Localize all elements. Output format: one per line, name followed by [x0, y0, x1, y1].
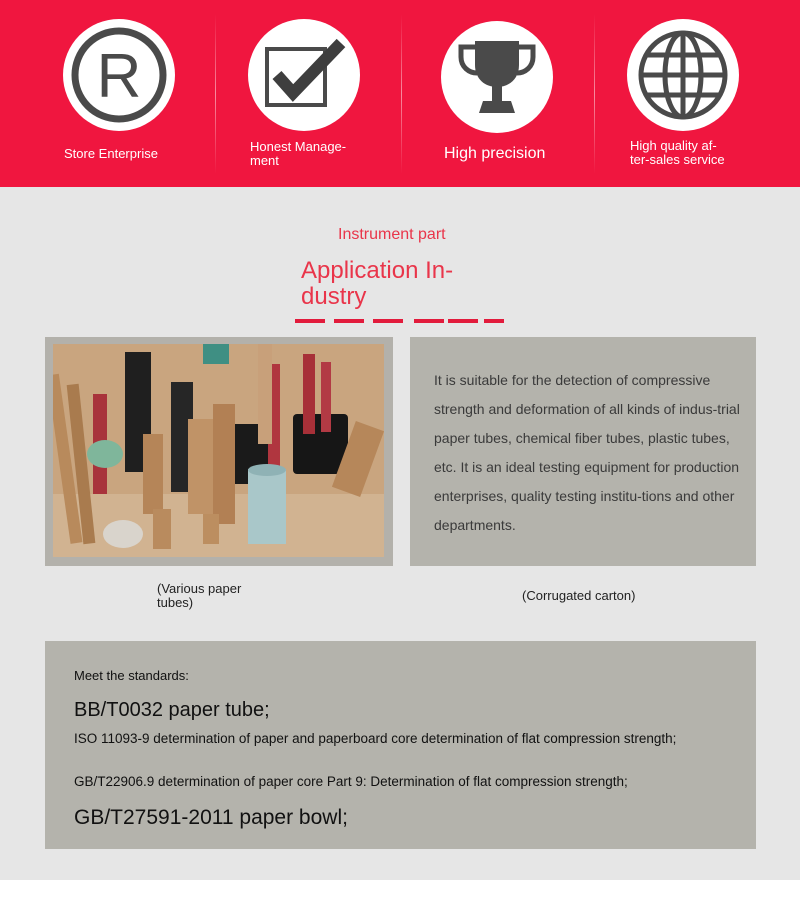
registered-trademark-icon	[63, 19, 175, 131]
caption-paper-tubes: (Various paper tubes)	[157, 581, 242, 610]
feature-store-enterprise	[0, 0, 215, 187]
standard-item: GB/T27591-2011 paper bowl;	[74, 806, 348, 829]
feature-honest-management	[215, 0, 401, 187]
paper-tubes-photo	[53, 344, 384, 557]
feature-label: High quality af- ter-sales service	[630, 138, 725, 167]
underline-dash	[373, 319, 403, 323]
underline-dash	[295, 319, 325, 323]
globe-icon	[627, 19, 739, 131]
standard-item: GB/T22906.9 determination of paper core Part 9: Determination of flat compression strength;	[74, 774, 628, 789]
feature-after-sales	[594, 0, 800, 187]
underline-dash	[484, 319, 504, 323]
section-subtitle: Instrument part	[338, 226, 446, 243]
description-text: It is suitable for the detection of compressive strength and deformation of all kinds of indus-trial paper tubes, chemical fiber tubes, plastic tubes, etc. It is an ideal testing equipment for production enterprises, quality testing institu-tions and other departments.	[434, 372, 740, 533]
svg-text:R: R	[96, 42, 142, 111]
underline-dash	[414, 319, 444, 323]
underline-dash	[448, 319, 478, 323]
title-underline	[295, 319, 507, 324]
underline-dash	[334, 319, 364, 323]
feature-label: High precision	[444, 145, 546, 162]
section-title: Application In- dustry	[301, 257, 454, 310]
feature-label: Honest Manage- ment	[250, 139, 347, 168]
caption-corrugated-carton: (Corrugated carton)	[522, 588, 636, 603]
standard-item: BB/T0032 paper tube;	[74, 699, 270, 721]
checkbox-checked-icon	[248, 19, 360, 131]
standard-item: ISO 11093-9 determination of paper and paperboard core determination of flat compression strength;	[74, 731, 677, 746]
feature-label: Store Enterprise	[64, 146, 158, 161]
trophy-icon	[441, 21, 553, 133]
feature-high-precision	[401, 0, 594, 187]
standards-intro: Meet the standards:	[74, 668, 189, 683]
